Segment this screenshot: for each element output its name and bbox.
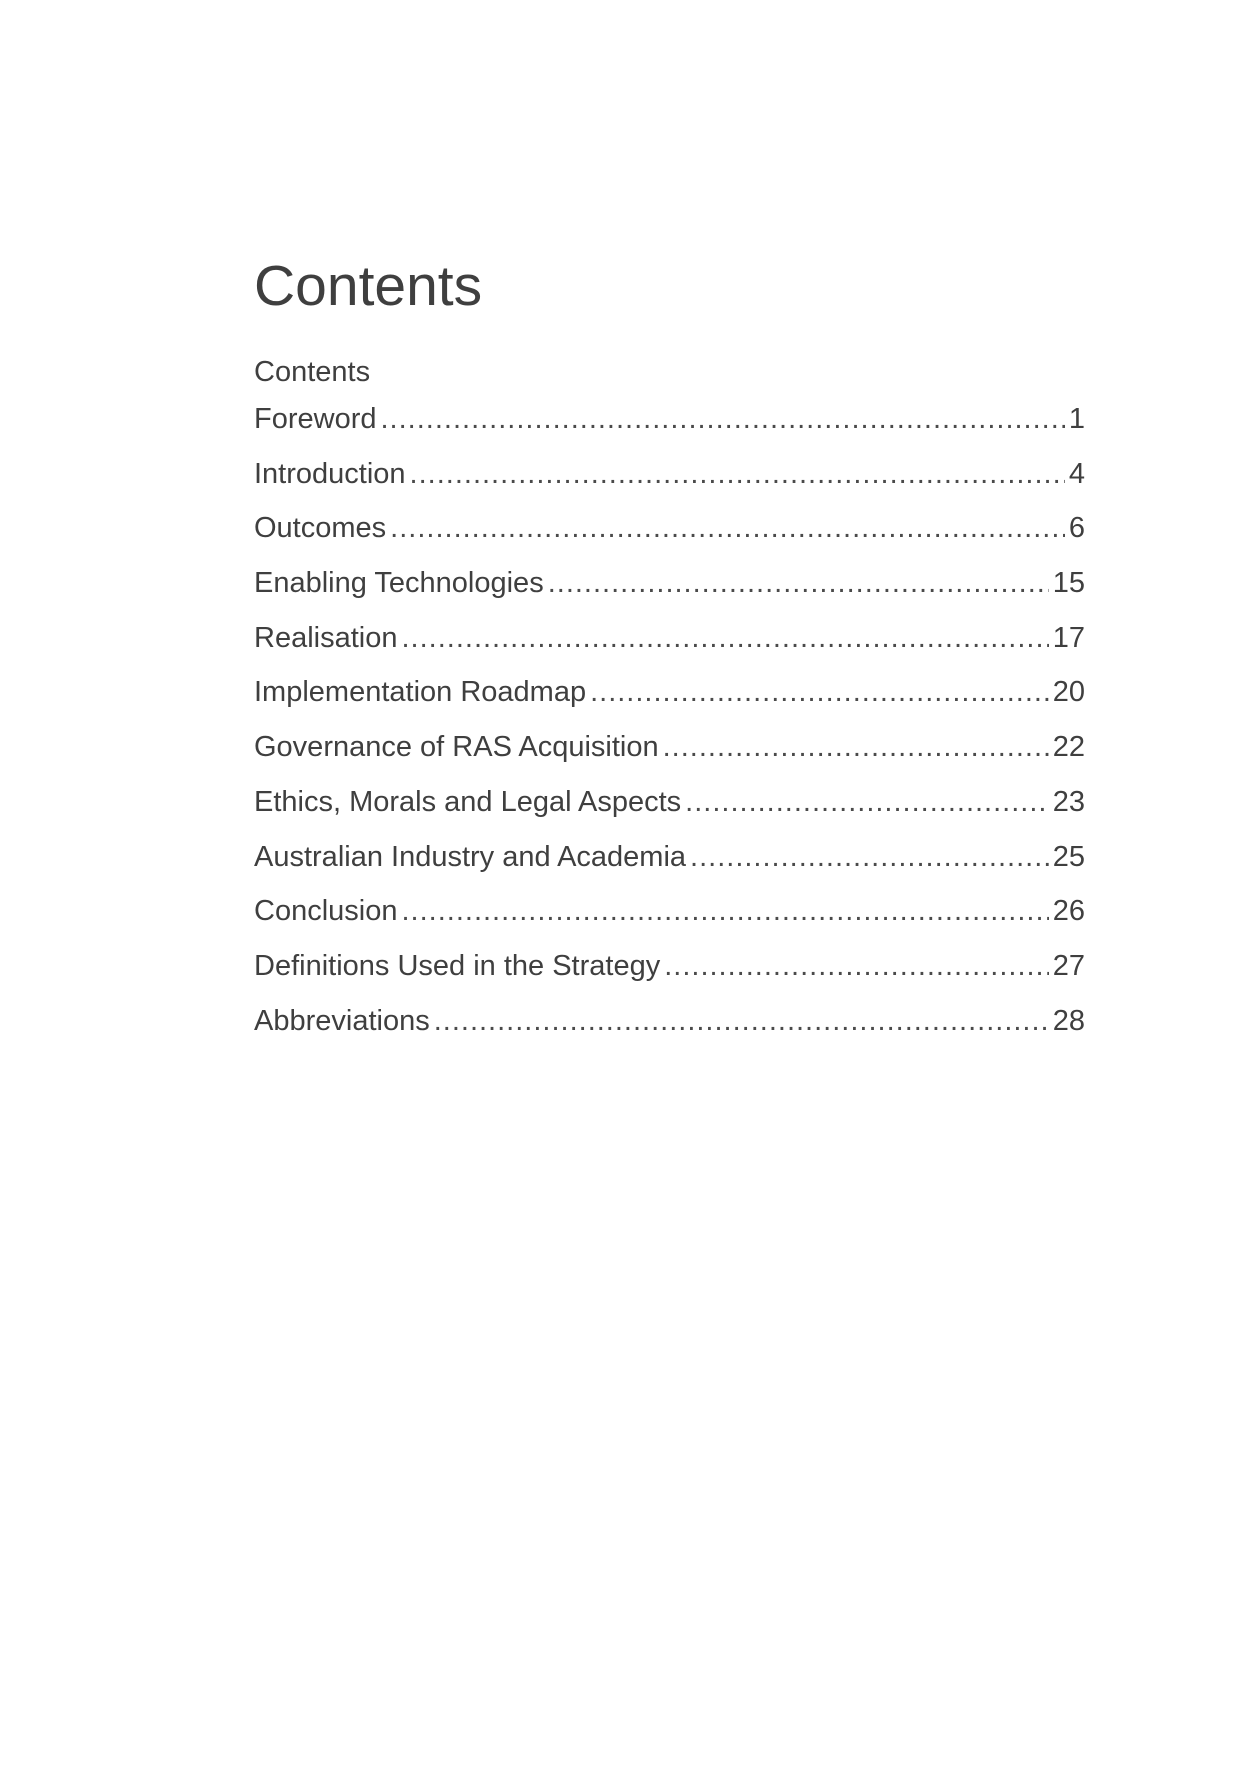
- toc-entry-label: Enabling Technologies: [254, 567, 544, 600]
- dot-leader: [410, 447, 1065, 502]
- toc-entry-page: 23: [1052, 785, 1085, 818]
- toc-entry-page: 4: [1068, 457, 1085, 490]
- toc-entry-definitions[interactable]: [254, 939, 1085, 994]
- toc-entry-page: 26: [1052, 895, 1085, 928]
- dot-leader: [685, 775, 1049, 830]
- toc-heading: Contents: [254, 356, 371, 388]
- toc-entry-label: Introduction: [254, 457, 406, 490]
- toc-entry-ethics[interactable]: [254, 775, 1085, 830]
- dot-leader: [664, 939, 1049, 994]
- toc-entry-page: 20: [1052, 676, 1085, 709]
- toc-entry-label: Realisation: [254, 621, 398, 654]
- page-title: Contents: [254, 254, 483, 318]
- toc-entry-page: 1: [1068, 403, 1085, 435]
- toc-entry-industry-academia[interactable]: [254, 830, 1085, 885]
- toc-entry-page: 28: [1052, 1004, 1085, 1037]
- toc-entry-outcomes[interactable]: [254, 501, 1085, 556]
- dot-leader: [390, 501, 1065, 556]
- toc-entry-enabling-technologies[interactable]: [254, 556, 1085, 611]
- toc-entry-label: Australian Industry and Academia: [254, 840, 687, 873]
- toc-entry-abbreviations[interactable]: [254, 994, 1085, 1049]
- toc-entry-governance[interactable]: [254, 720, 1085, 775]
- table-of-contents: [254, 352, 1085, 1048]
- toc-entry-label: Definitions Used in the Strategy: [254, 949, 661, 982]
- toc-entry-page: 22: [1052, 731, 1085, 764]
- toc-entry-label: Implementation Roadmap: [254, 676, 587, 709]
- dot-leader: [434, 994, 1049, 1049]
- toc-entry-page: 17: [1052, 621, 1085, 654]
- toc-entry-label: Abbreviations: [254, 1004, 430, 1037]
- toc-entry-conclusion[interactable]: [254, 884, 1085, 939]
- toc-entry-page: 15: [1052, 567, 1085, 600]
- toc-entry-introduction[interactable]: [254, 447, 1085, 502]
- dot-leader: [590, 665, 1049, 720]
- toc-entry-page: 27: [1052, 949, 1085, 982]
- toc-entry-label: Conclusion: [254, 895, 398, 928]
- toc-entry-implementation-roadmap[interactable]: [254, 665, 1085, 720]
- dot-leader: [548, 556, 1049, 611]
- dot-leader: [401, 884, 1048, 939]
- dot-leader: [690, 830, 1049, 885]
- toc-entry-label: Outcomes: [254, 512, 387, 545]
- dot-leader: [401, 611, 1048, 666]
- toc-entry-label: Foreword: [254, 403, 377, 435]
- dot-leader: [663, 720, 1049, 775]
- toc-entry-page: 6: [1068, 512, 1085, 545]
- toc-entry-realisation[interactable]: [254, 611, 1085, 666]
- toc-entry-page: 25: [1052, 840, 1085, 873]
- toc-list: [254, 392, 1085, 1048]
- toc-entry-label: Ethics, Morals and Legal Aspects: [254, 785, 682, 818]
- toc-entry-foreword[interactable]: [254, 392, 1085, 447]
- toc-entry-label: Governance of RAS Acquisition: [254, 731, 659, 764]
- dot-leader: [381, 392, 1065, 447]
